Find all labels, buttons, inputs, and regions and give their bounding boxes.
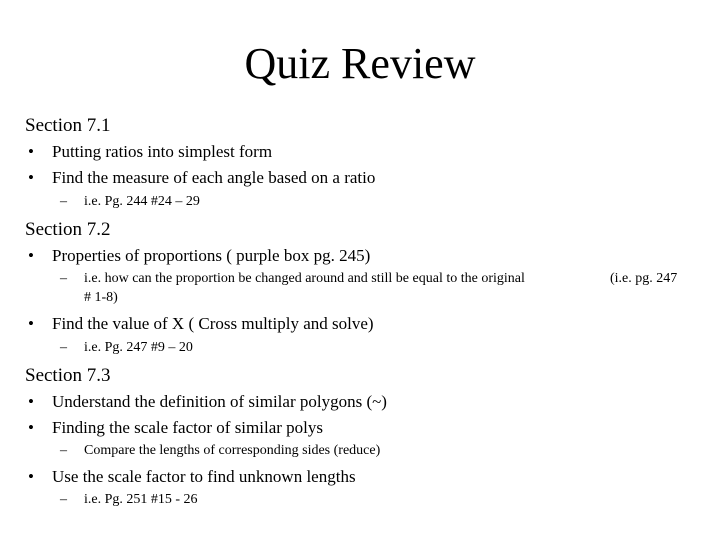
sub-bullet-continuation: # 1-8) — [84, 290, 118, 305]
sub-bullet-item — [60, 193, 200, 211]
aside-note: (i.e. pg. 247 — [610, 271, 678, 286]
sub-bullet-text: i.e. Pg. 247 #9 – 20 — [84, 340, 193, 355]
sub-bullet-item — [60, 339, 193, 357]
bullet-icon: • — [28, 392, 34, 411]
bullet-text: Putting ratios into simplest form — [52, 142, 273, 161]
bullet-icon: • — [28, 314, 34, 333]
bullet-item — [28, 392, 387, 412]
bullet-icon: • — [28, 168, 34, 187]
section-header-7-3: Section 7.3 — [25, 365, 111, 386]
bullet-item — [28, 142, 272, 162]
bullet-icon: • — [28, 246, 34, 265]
sub-bullet-text: Compare the lengths of corresponding sides (reduce) — [84, 443, 381, 458]
dash-icon: – — [60, 271, 67, 286]
sub-bullet-text: i.e. Pg. 244 #24 – 29 — [84, 194, 200, 209]
bullet-item — [28, 246, 370, 266]
bullet-item — [28, 168, 375, 188]
bullet-text: Find the measure of each angle based on a ratio — [52, 168, 376, 187]
bullet-icon: • — [28, 467, 34, 486]
section-header-7-1: Section 7.1 — [25, 115, 111, 136]
bullet-text: Use the scale factor to find unknown lengths — [52, 467, 356, 486]
bullet-text: Find the value of X ( Cross multiply and solve) — [52, 314, 374, 333]
bullet-icon: • — [28, 418, 34, 437]
dash-icon: – — [60, 443, 67, 458]
dash-icon: – — [60, 340, 67, 355]
sub-bullet-text: i.e. Pg. 251 #15 - 26 — [84, 492, 198, 507]
bullet-text: Properties of proportions ( purple box pg. 245) — [52, 246, 371, 265]
sub-bullet-item — [60, 491, 198, 509]
bullet-item — [28, 467, 356, 487]
bullet-item — [28, 418, 323, 438]
bullet-item — [28, 314, 374, 334]
sub-bullet-item — [60, 442, 380, 460]
dash-icon: – — [60, 194, 67, 209]
sub-bullet-text: i.e. how can the proportion be changed around and still be equal to the original — [84, 271, 525, 286]
page-title: Quiz Review — [244, 39, 476, 88]
section-header-7-2: Section 7.2 — [25, 219, 111, 240]
sub-bullet-item — [60, 270, 525, 288]
bullet-text: Understand the definition of similar polygons (~) — [52, 392, 387, 411]
bullet-text: Finding the scale factor of similar polys — [52, 418, 323, 437]
bullet-icon: • — [28, 142, 34, 161]
dash-icon: – — [60, 492, 67, 507]
